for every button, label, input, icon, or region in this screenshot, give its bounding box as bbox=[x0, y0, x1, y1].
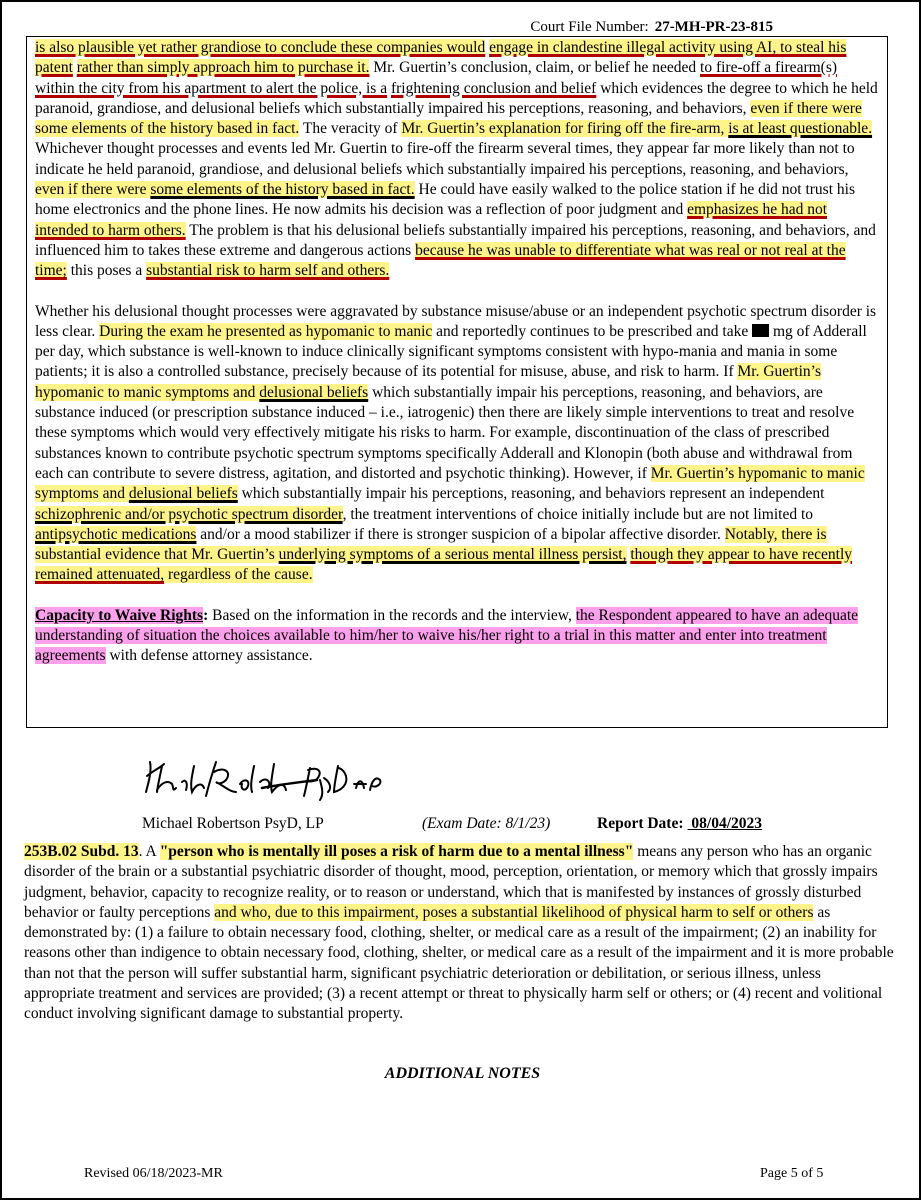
highlight-symptoms-2: Mr. Guertin’s hypomanic to manic symptoms and bbox=[35, 464, 865, 503]
highlight-substantial-likelihood: and who, due to this impairment, poses a substantial likelihood of physical harm to self or others bbox=[214, 903, 814, 921]
paragraph-delusional-beliefs: is also plausible yet rather grandiose to conclude these companies would engage in clandestine illegal activity using AI, to steal his patent rather than simply approach him to purchase it. Mr. Guertin’s conclusion, claim, or belief he needed to fire-off a firearm(s) within the city from his apartment to alert the police, is a frightening conclusion and belief which evidences the degree to which he held paranoid, grandiose, and delusional beliefs which substantially impaired his perceptions, reasoning, and behaviors, even if there were some elements of the history based in fact. The veracity of Mr. Guertin’s explanation for firing off the fire-arm, is at least questionable. Whichever thought processes and events led Mr. Guertin to fire-off the firearm several times, they appear far more likely than not to indicate he held paranoid, grandiose, and delusional beliefs which substantially impaired his perceptions, reasoning, and behaviors, even if there were some elements of the history based in fact. He could have easily walked to the police station if he did not trust his home electronics and the phone lines. He now admits his decision was a reflection of poor judgment and emphasizes he had not intended to harm others. The problem is that his delusional beliefs substantially impaired his perceptions, reasoning, and behaviors, and influenced him to takes these extreme and dangerous actions because he was unable to differentiate what was real or not real at the time; this poses a substantial risk to harm self and others. bbox=[35, 39, 878, 280]
highlight-attenuated: though they appear to have recently remained attenuated, bbox=[35, 546, 853, 584]
underline-fire-off: to fire-off a firearm(s) within the city from his apartment to alert the police, is a bbox=[35, 59, 838, 97]
signer-name: Michael Robertson PsyD, LP bbox=[142, 815, 324, 832]
paragraph-substance-analysis: Whether his delusional thought processes were aggravated by substance misuse/abuse or an independent psychotic spectrum disorder is less clear. During the exam he presented as hypomanic to manic and reportedly continues to be prescribed and take mg of Adderall per day, which substance is well-known to induce clinically significant symptoms consistent with hypo-mania and mania in some patients; it is also a controlled substance, precisely because of its potential for misuse, abuse, and risk to harm. If Mr. Guertin’s hypomanic to manic symptoms and delusional beliefs which substantially impair his perceptions, reasoning, and behaviors, are substance induced (or prescription substance induced – i.e., iatrogenic) then there are likely simple interventions to treat and resolve these symptoms which would very effectively mitigate his risks to harm. For example, discontinuation of the class of prescribed substances known to contribute psychotic spectrum symptoms specifically Adderall and Klonopin (both abuse and withdrawal from each can contribute to severe distress, agitation, and distorted and psychotic thinking). However, if Mr. Guertin’s hypomanic to manic symptoms and delusional beliefs which substantially impair his perceptions, reasoning, and behaviors represent an independent schizophrenic and/or psychotic spectrum disorder, the treatment interventions of choice initially include but are not limited to antipsychotic medications and/or a mood stabilizer if there is stronger suspicion of a bipolar affective disorder. Notably, there is substantial evidence that Mr. Guertin’s underlying symptoms of a serious mental illness persist, though they appear to have recently remained attenuated, regardless of the cause. bbox=[35, 302, 877, 584]
highlight-capacity: the Respondent appeared to have an adequate understanding of situation the choices available to him/her to waive his/her right to a trial in this matter and enter into treatment agreements bbox=[35, 606, 859, 665]
highlight-clandestine: engage in clandestine illegal activity using AI, to steal his patent bbox=[35, 39, 847, 77]
highlight-underlying: underlying symptoms of a serious mental illness persist, bbox=[278, 546, 627, 564]
highlight-delusional-2: delusional beliefs bbox=[128, 485, 238, 503]
highlight-symptoms-1: Mr. Guertin’s hypomanic to manic symptoms and bbox=[35, 363, 822, 401]
underline-frightening: frightening conclusion and belief bbox=[390, 79, 597, 97]
highlight-schizophrenic: schizophrenic and/or psychotic spectrum disorder bbox=[35, 505, 343, 523]
highlight-substantial-risk: substantial risk to harm self and others. bbox=[146, 262, 390, 280]
report-date: Report Date: 08/04/2023 bbox=[597, 815, 763, 832]
handwritten-signature bbox=[142, 754, 382, 802]
statute-definition: 253B.02 Subd. 13. A "person who is mentally ill poses a risk of harm due to a mental illness" means any person who has an organic disorder of the brain or a substantial psychiatric disorder of thought, mood, perception, orientation, or memory which that grossly impairs judgment, behavior, capacity to recognize reality, or to reason or understand, which that is manifested by instances of grossly disturbed behavior or faulty perceptions and who, due to this impairment, poses a substantial likelihood of physical harm to self or others as demonstrated by: (1) a failure to obtain necessary food, clothing, shelter, or medical care as a result of the impairment; (2) an inability for reasons other than indigence to obtain necessary food, clothing, shelter, or medical care as a result of the impairment and it is more probable than not that the person will suffer substantial harm, significant psychiatric deterioration or debilitation, or serious illness, unless appropriate treatment and services are provided; (3) a recent attempt or threat to physically harm self or others; or (4) recent and volitional conduct involving significant damage to substantial property. bbox=[24, 843, 894, 1023]
statute-term: "person who is mentally ill poses a risk of harm due to a mental illness" bbox=[159, 843, 634, 860]
highlight-unable-differentiate: because he was unable to differentiate what was real or not real at the time; bbox=[35, 241, 846, 280]
footer-revised: Revised 06/18/2023-MR bbox=[84, 1166, 223, 1181]
highlight-regardless: regardless of the cause. bbox=[164, 566, 313, 584]
highlight-grandiose: is also plausible yet rather grandiose to conclude these companies would bbox=[35, 39, 486, 56]
capacity-label: Capacity to Waive Rights bbox=[35, 606, 204, 624]
highlight-purchase: rather than simply approach him to purchase it. bbox=[76, 59, 370, 77]
signature-line bbox=[142, 814, 763, 834]
footer-page-number: Page 5 of 5 bbox=[760, 1166, 824, 1181]
highlight-delusional-1: delusional beliefs bbox=[259, 383, 369, 401]
highlight-even-if: even if there were bbox=[35, 181, 151, 199]
additional-notes-heading: ADDITIONAL NOTES bbox=[384, 1065, 541, 1082]
highlight-antipsychotic: antipsychotic medications bbox=[35, 525, 197, 543]
highlight-history-fact-1: even if there were some elements of the history based in fact. bbox=[35, 99, 862, 138]
redaction-block bbox=[752, 324, 769, 337]
file-number-label: Court File Number: bbox=[530, 19, 649, 35]
highlight-explanation: Mr. Guertin’s explanation for firing off the fire-arm, bbox=[401, 120, 729, 138]
statute-code: 253B.02 Subd. 13 bbox=[24, 843, 139, 860]
paragraph-capacity: Capacity to Waive Rights: Based on the information in the records and the interview, the Respondent appeared to have an adequate understanding of situation the choices available to him/her to waive his/her right to a trial in this matter and enter into treatment agreements with defense attorney assistance. bbox=[35, 606, 859, 665]
highlight-questionable: is at least questionable. bbox=[728, 120, 873, 138]
highlight-history-fact-2: some elements of the history based in fact. bbox=[150, 181, 415, 199]
court-file-number bbox=[2, 18, 773, 36]
exam-date: (Exam Date: 8/1/23) bbox=[422, 815, 551, 832]
highlight-notably: Notably, there is substantial evidence that Mr. Guertin’s bbox=[35, 525, 827, 564]
file-number-value: 27-MH-PR-23-815 bbox=[654, 19, 773, 35]
highlight-hypomanic: During the exam he presented as hypomanic to manic bbox=[99, 322, 433, 340]
highlight-not-intended: emphasizes he had not intended to harm others. bbox=[35, 201, 828, 239]
report-findings-box bbox=[26, 36, 888, 728]
